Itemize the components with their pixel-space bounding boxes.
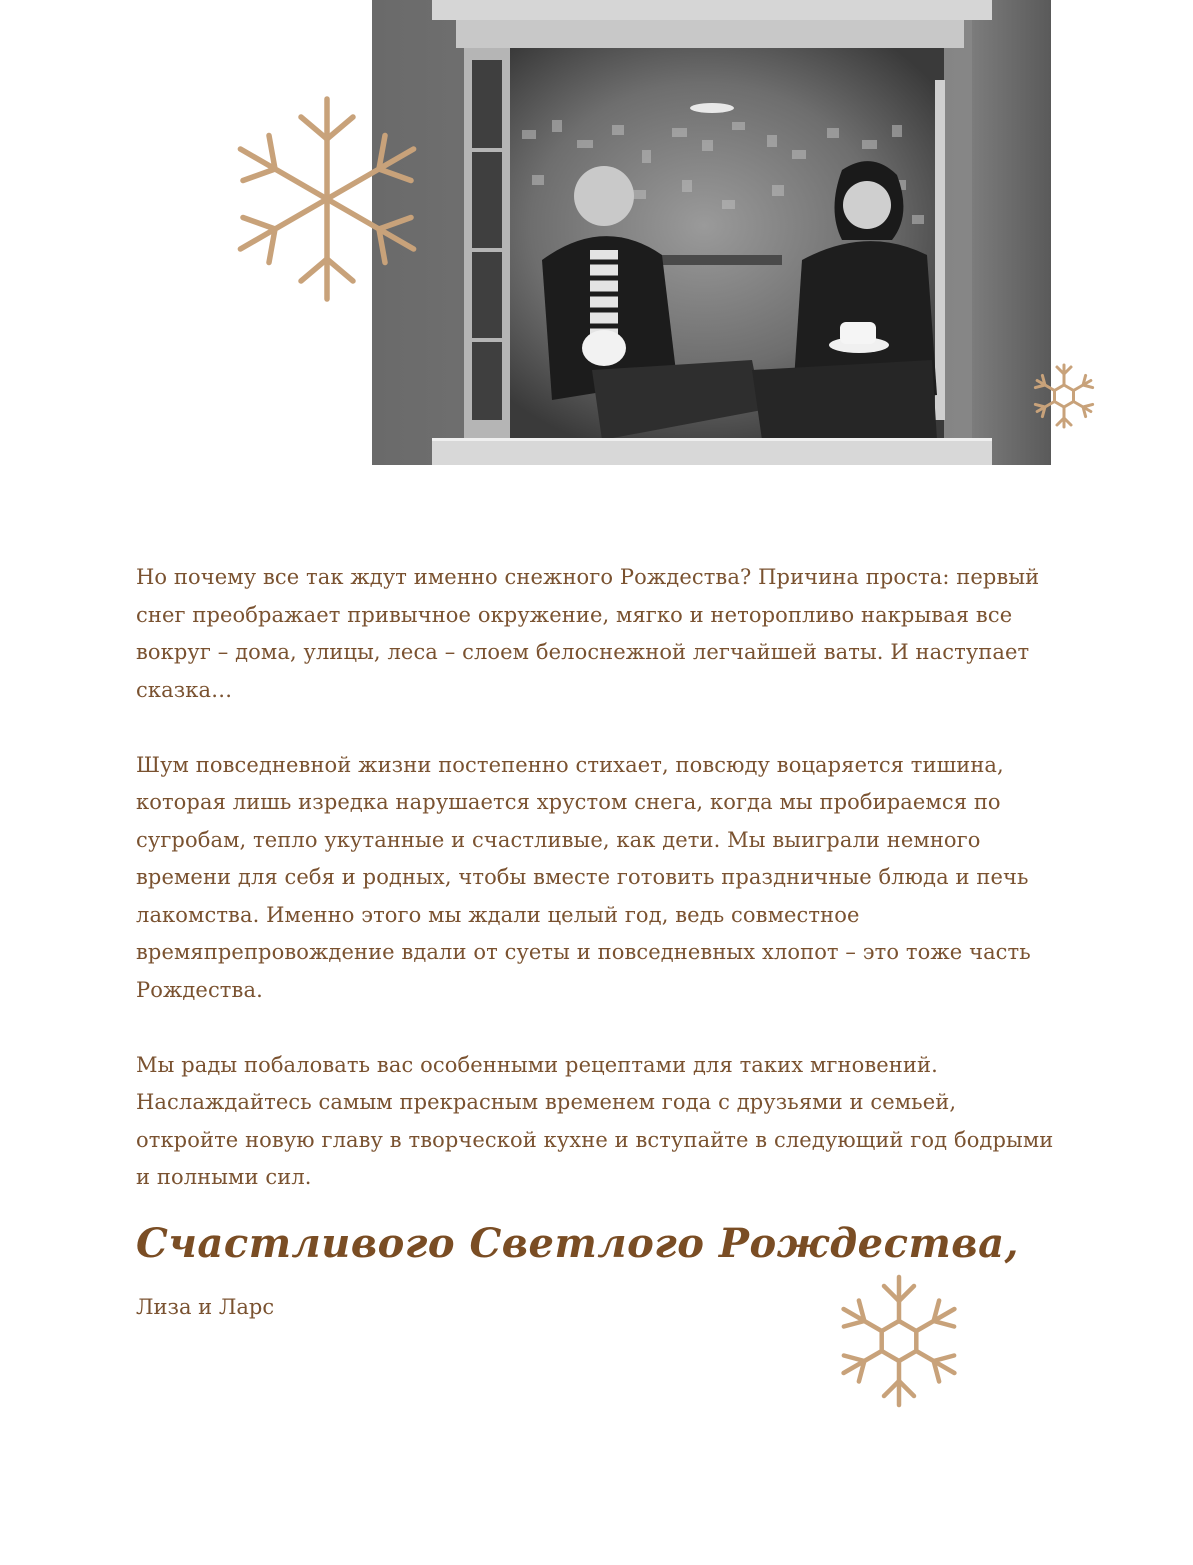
snowflake-large-icon bbox=[234, 94, 420, 304]
signature: Лиза и Ларс bbox=[136, 1295, 275, 1319]
couple-coffee-window-photo bbox=[372, 0, 1051, 465]
snowflake-small-icon bbox=[1032, 363, 1096, 429]
article-body bbox=[136, 559, 1056, 1234]
paragraph-1: Но почему все так ждут именно снежного Рождества? Причина проста: первый снег преображает привычное окружение, мягко и неторопливо накрывая все вокруг – дома, улицы, леса – слоем белоснежной легчайшей ваты. И наступает сказка… bbox=[136, 565, 1040, 702]
christmas-greeting: Счастливого Светлого Рождества, bbox=[136, 1220, 1019, 1267]
paragraph-2: Шум повседневной жизни постепенно стихает, повсюду воцаряется тишина, которая лишь изредка нарушается хрустом снега, когда мы пробираемся по сугробам, тепло укутанные и счастливые, как дети. Мы выиграли немного времени для себя и родных, чтобы вместе готовить праздничные блюда и печь лакомства. Именно этого мы ждали целый год, ведь совместное времяпрепровождение вдали от суеты и повседневных хлопот – это тоже часть Рождества. bbox=[136, 752, 1031, 1002]
paragraph-3: Мы рады побаловать вас особенными рецептами для таких мгновений. Наслаждайтесь самым прекрасным временем года с друзьями и семьей, откройте новую главу в творческой кухне и вступайте в следующий год бодрыми и полными сил. bbox=[136, 1052, 1054, 1189]
snowflake-medium-icon bbox=[836, 1274, 962, 1408]
